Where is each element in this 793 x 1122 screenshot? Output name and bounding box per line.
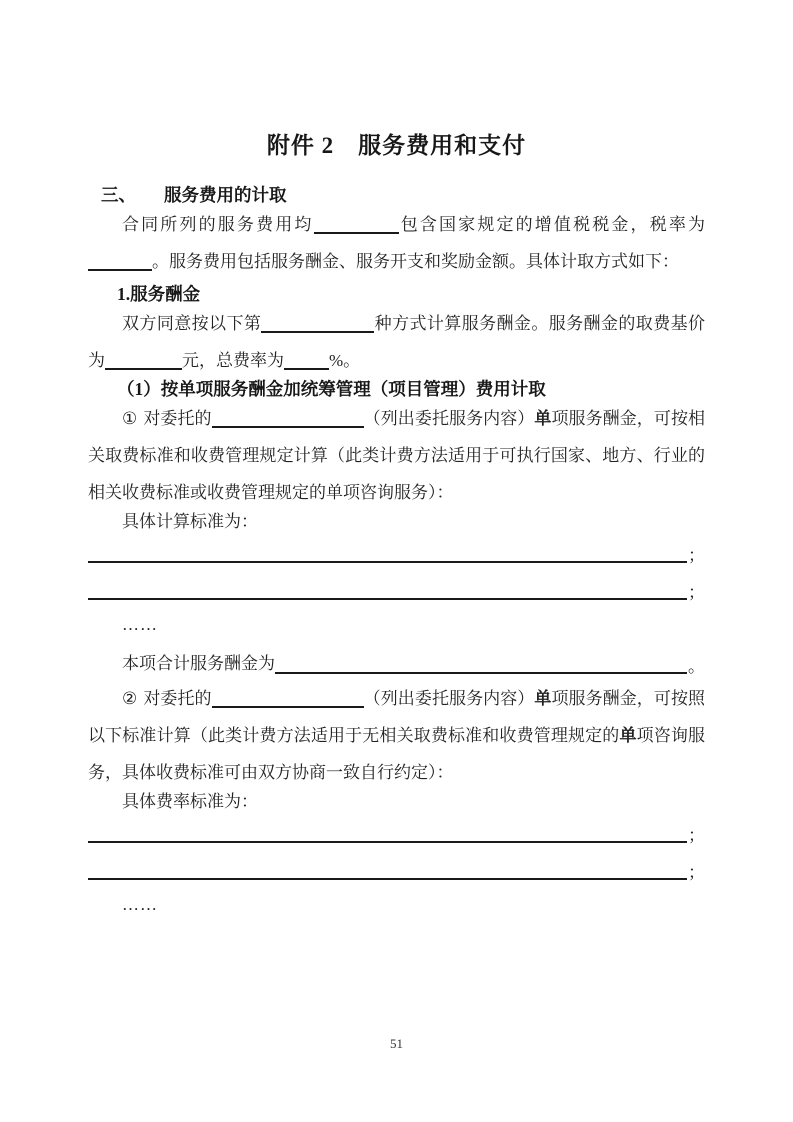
blank-base-price xyxy=(105,355,182,370)
item-1-bold-char: 单 xyxy=(534,409,552,428)
item-1-text-1: 对委托的 xyxy=(143,409,212,428)
fill-line-1-rule xyxy=(88,560,687,563)
item-2-text-1: 对委托的 xyxy=(143,689,212,708)
item-2-bold-char-2: 单 xyxy=(619,726,637,745)
fill-line-4 xyxy=(88,849,705,886)
fill-line-2-rule xyxy=(88,597,687,600)
fill-line-2 xyxy=(88,569,705,606)
blank-entrusted-content-1 xyxy=(212,413,364,428)
item-1-text-3: 项服务酬金，可按相关取费标准和收费管理规定计算（此类计费方法适用于可执行国家、地方、行业的相关收费标准或收费管理规定的单项咨询服务）： xyxy=(88,409,706,502)
calculation-standard-label: 具体计算标准为： xyxy=(122,512,258,531)
item-1-paragraph xyxy=(88,400,705,511)
blank-entrusted-content-2 xyxy=(212,693,364,708)
total-remuneration-row xyxy=(88,643,705,680)
fill-line-2-punct: ； xyxy=(688,583,705,602)
agreement-text-4: %。 xyxy=(329,351,361,370)
section-heading-number: 三、 xyxy=(101,185,136,205)
fill-line-1 xyxy=(88,532,705,569)
fill-line-1-punct: ； xyxy=(688,546,705,565)
intro-text-3: 。服务费用包括服务酬金、服务开支和奖励金额。具体计取方式如下： xyxy=(152,252,679,271)
section-heading xyxy=(88,185,705,206)
agreement-text-1: 双方同意按以下第 xyxy=(122,314,262,333)
item-2-bold-char-1: 单 xyxy=(534,689,552,708)
subheading-service-remuneration: 1.服务酬金 xyxy=(117,284,201,304)
blank-total-rate xyxy=(284,355,329,370)
heading-method-1: （1）按单项服务酬金加统筹管理（项目管理）费用计取 xyxy=(117,379,546,399)
item-1-text-2: （列出委托服务内容） xyxy=(363,409,535,428)
total-remuneration-label: 本项合计服务酬金为 xyxy=(122,654,275,673)
ellipsis-2: …… xyxy=(122,895,158,914)
total-remuneration-punct: 。 xyxy=(688,657,705,676)
intro-text-2: 包含国家规定的增值税税金，税率为 xyxy=(398,215,706,234)
fill-line-4-punct: ； xyxy=(688,863,705,882)
fill-line-3-rule xyxy=(88,840,687,843)
agreement-text-3: 元，总费率为 xyxy=(182,351,284,370)
blank-tax-rate xyxy=(88,256,152,271)
item-1-marker: ① xyxy=(122,409,138,428)
blank-tax-included xyxy=(314,219,399,234)
fill-line-3-punct: ； xyxy=(688,826,705,845)
item-2-text-3: 项服务酬金，可按照以下标准计算（此类计费方法适用于无相关取费标准和收费管理规定的 xyxy=(88,689,706,745)
rate-standard-label: 具体费率标准为： xyxy=(122,792,258,811)
item-2-text-4: 项咨询服务，具体收费标准可由双方协商一致自行约定）： xyxy=(88,726,706,782)
blank-method-number xyxy=(261,318,374,333)
intro-paragraph xyxy=(88,206,705,280)
agreement-text-2: 种方式计算服务酬金。服务酬金的取费基价为 xyxy=(88,314,706,370)
blank-total-remuneration xyxy=(275,671,687,674)
fill-line-3 xyxy=(88,812,705,849)
item-2-paragraph xyxy=(88,680,705,791)
document-title: 附件 2 服务费用和支付 xyxy=(266,133,527,158)
item-2-text-2: （列出委托服务内容） xyxy=(363,689,535,708)
agreement-paragraph xyxy=(88,305,705,379)
item-2-marker: ② xyxy=(122,689,138,708)
intro-text-1: 合同所列的服务费用均 xyxy=(122,215,314,234)
fill-line-4-rule xyxy=(88,877,687,880)
page-number: 51 xyxy=(390,1036,403,1051)
ellipsis-1: …… xyxy=(122,615,158,634)
section-heading-title: 服务费用的计取 xyxy=(164,185,287,205)
